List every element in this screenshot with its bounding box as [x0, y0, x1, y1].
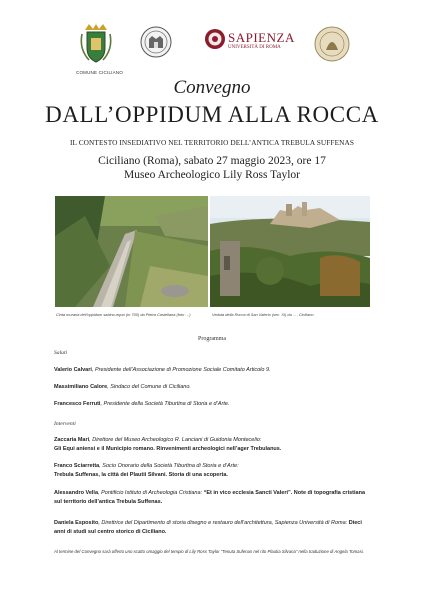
medallion-icon — [314, 26, 350, 62]
speaker-name: Alessandro Vella — [54, 490, 99, 496]
speaker-role: , Direttore del Museo Archeologico R. Lanciani di Guidonia Montecelio: — [89, 437, 262, 443]
speaker-role: , Pontificio Istituto di Archeologia Cristiana: — [98, 490, 203, 496]
talk-title: Dieci anni di studi sul centro storico di Ciciliano. — [54, 520, 362, 535]
speaker-name: Franco Sciarretta — [54, 463, 100, 469]
page-subtitle: IL CONTESTO INSEDIATIVO NEL TERRITORIO DELL’ANTICA TREBULA SUFFENAS — [69, 138, 355, 147]
comune-caption: COMUNE CICILIANO — [76, 70, 123, 75]
association-seal-logo — [314, 26, 350, 67]
rocca-image — [210, 196, 370, 307]
speaker-role: , Socio Onorario della Società Tiburtina di Storia e d’Arte: — [99, 463, 239, 469]
comune-logo — [76, 24, 123, 75]
speaker-name: Valerio Calvari — [54, 367, 92, 373]
photo-caption-right: Veduta della Rocca di San Valerio (sec. XI) da …, Ciciliano — [212, 312, 314, 317]
speaker-role: , Sindaco del Comune di Ciciliano. — [107, 384, 191, 390]
speaker-name: Daniela Esposito — [54, 520, 99, 526]
talk-title: “Et in vico ecclesia Sancti Valeri”. Note di topografia cristiana sul territorio dell’antica Trebula Suffenas. — [54, 490, 365, 505]
photo-rocca — [210, 196, 370, 307]
speaker-name: Zaccaria Mari — [54, 437, 90, 443]
page-title: DALL’OPPIDUM ALLA ROCCA — [45, 102, 379, 127]
walls-image — [55, 196, 208, 307]
program-heading: Programma — [198, 336, 226, 342]
comune-crest-icon — [79, 24, 113, 64]
seal-icon — [140, 26, 172, 58]
event-venue: Museo Archeologico Lily Ross Taylor — [124, 169, 300, 181]
talk-title: Gli Equi aniensi e il Municipio romano. Rinvenimenti archeologici nell’ager Trebulanus. — [54, 445, 282, 452]
logo-bar — [0, 22, 424, 82]
sapienza-subtitle: UNIVERSITÀ DI ROMA — [228, 45, 281, 50]
sapienza-name: SAPIENZA — [228, 30, 295, 45]
society-seal-logo — [140, 26, 172, 63]
talk-entry — [54, 462, 374, 479]
talk-entry — [54, 519, 374, 536]
event-date: Ciciliano (Roma), sabato 27 maggio 2023, ore 17 — [98, 155, 326, 167]
speaker-name: Francesco Ferruti — [54, 401, 101, 407]
talk-entry — [54, 436, 374, 453]
talk-entry — [54, 489, 374, 506]
speaker-entry — [54, 383, 374, 392]
speaker-name: Massimiliano Calore — [54, 384, 108, 390]
section-saluti: Saluti — [54, 350, 68, 356]
talk-title: Trebula Suffenas, la città dei Plautii Silvani. Storia di una scoperta. — [54, 471, 228, 478]
photo-walls — [55, 196, 208, 307]
sapienza-seal-icon — [204, 28, 226, 50]
event-type: Convegno — [173, 77, 251, 98]
speaker-role: , Direttrice del Dipartimento di storia disegno e restauro dell’architettura, Sapienza Università di Roma: — [98, 520, 348, 526]
footer-note: Al termine del Convegno sarà offerto uno scatto omaggio del tempio di Lily Ross Taylor “Tenuta Sufenas nel rito Plautia Silvana” nella traduzione di Angela Tomasi. — [54, 549, 364, 554]
speaker-entry — [54, 400, 374, 409]
speaker-role: , Presidente dell’Associazione di Promozione Sociale Comitato Articolo 9. — [91, 367, 271, 373]
photo-caption-left: Cinta muraria dell’oppidum sabino-equo (m 700) da Pietra Castellana (foto …) — [56, 312, 191, 317]
section-interventi: Interventi — [54, 421, 76, 427]
speaker-entry — [54, 366, 374, 375]
speaker-role: , Presidente della Società Tiburtina di Storia e d’Arte. — [100, 401, 230, 407]
